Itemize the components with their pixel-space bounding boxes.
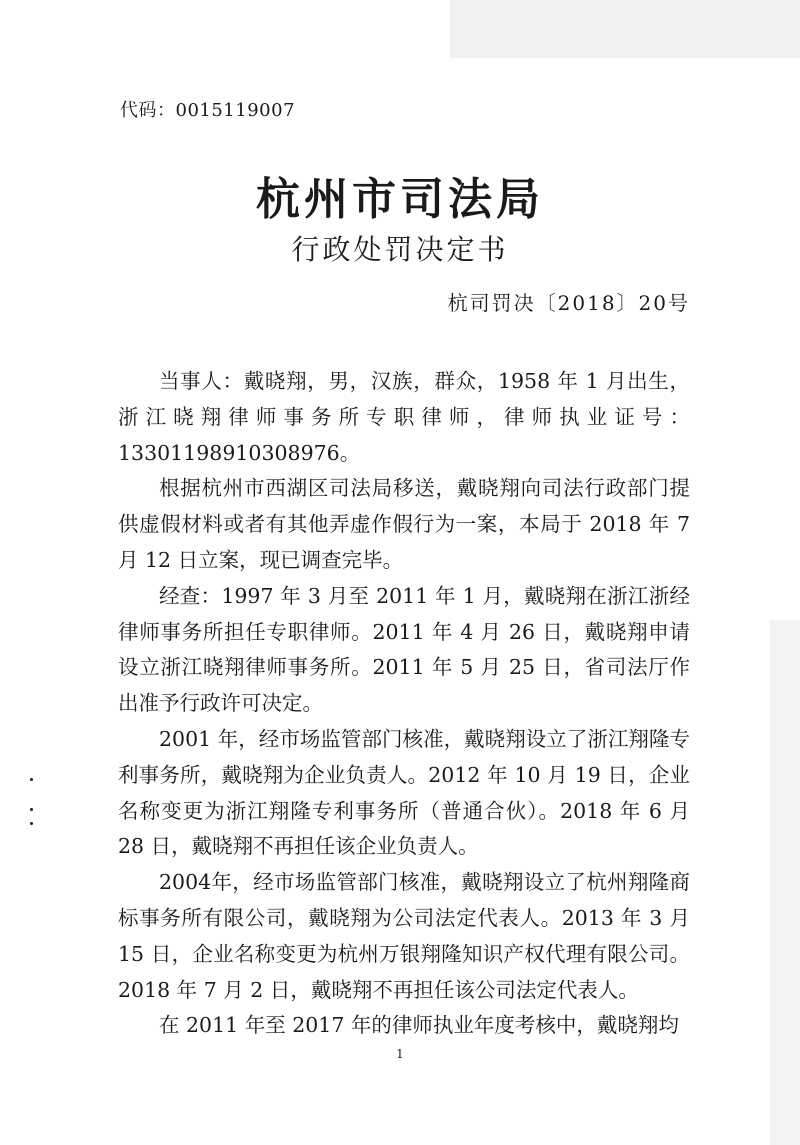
binding-hole-mark (30, 822, 33, 825)
paragraph-case-origin: 根据杭州市西湖区司法局移送，戴晓翔向司法行政部门提供虚假材料或者有其他弄虚作假行为一案，本局于 2018 年 7 月 12 日立案，现已调查完毕。 (118, 476, 690, 572)
page-number: 1 (396, 1047, 404, 1061)
paragraph-patent-office: 2001 年，经市场监管部门核准，戴晓翔设立了浙江翔隆专利事务所，戴晓翔为企业负责人。2012 年 10 月 19 日，企业名称变更为浙江翔隆专利事务所（普通合伙）。2018 年 6 月 28 日，戴晓翔不再担任该企业负责人。 (118, 726, 690, 859)
paragraph-trademark-office: 2004年，经市场监管部门核准，戴晓翔设立了杭州翔隆商标事务所有限公司，戴晓翔为公司法定代表人。2013 年 3 月 15 日，企业名称变更为杭州万银翔隆知识产权代理有限公司。2018 年 7 月 2 日，戴晓翔不再担任该公司法定代表人。 (118, 870, 690, 1002)
paragraph-annual-review: 在 2011 年至 2017 年的律师执业年度考核中，戴晓翔均 (159, 1013, 679, 1038)
document-code: 代码：0015119007 (120, 100, 296, 121)
binding-hole-mark (30, 778, 33, 781)
paragraph-party: 当事人：戴晓翔，男，汉族，群众，1958 年 1 月出生，浙江晓翔律师事务所专职律师，律师执业证号：13301198910308976。 (118, 369, 690, 465)
document-number: 杭司罚决〔2018〕20号 (447, 291, 690, 315)
scan-shadow-top (450, 0, 800, 58)
document-subtitle: 行政处罚决定书 (291, 233, 509, 266)
scan-shadow-right (770, 620, 800, 1145)
paragraph-findings: 经查：1997 年 3 月至 2011 年 1 月，戴晓翔在浙江浙经律师事务所担任专职律师。2011 年 4 月 26 日，戴晓翔申请设立浙江晓翔律师事务所。2011 年 5 月 25 日，省司法厅作出准予行政许可决定。 (118, 583, 690, 716)
issuer-title: 杭州市司法局 (256, 174, 544, 225)
binding-hole-mark (30, 808, 33, 811)
document-body (118, 364, 690, 1044)
